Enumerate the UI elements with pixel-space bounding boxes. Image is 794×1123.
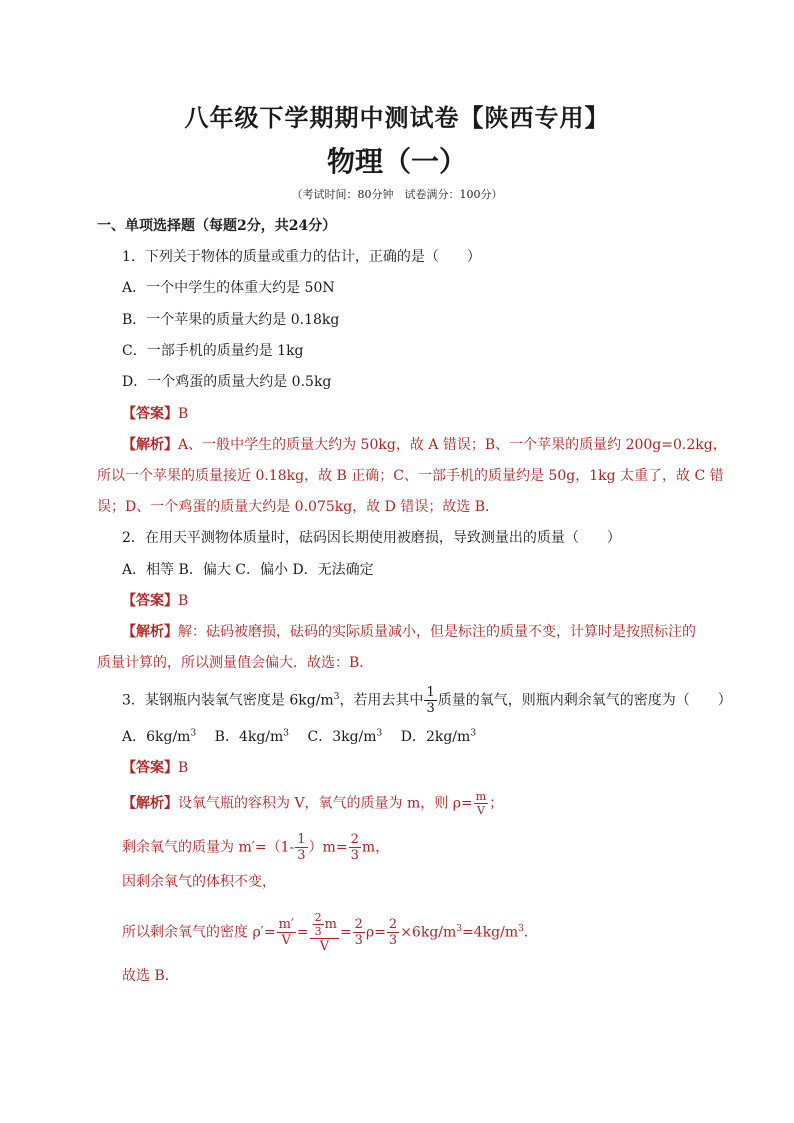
q3-analysis-line-3: 因剩余氧气的体积不变，: [122, 874, 276, 890]
answer-label: 【答案】: [122, 406, 178, 422]
q1-analysis-line-2: 所以一个苹果的质量接近 0.18kg，故 B 正确；C、一部手机的质量约是 50g，1kg 太重了，故 C 错: [97, 468, 724, 484]
q1-option-a: A．一个中学生的体重大约是 50N: [122, 280, 335, 296]
answer-value: B: [178, 406, 189, 422]
answer-value: B: [178, 760, 189, 776]
answer-value: B: [178, 593, 189, 609]
analysis-label: 【解析】: [122, 624, 178, 640]
q3-analysis-line-1: 【解析】设氧气瓶的容积为 V，氧气的质量为 m，则 ρ= $\frac{m}{V}$ ；: [122, 790, 504, 817]
fraction-m-over-v: $\frac{m}{V}$: [475, 790, 487, 817]
q1-option-d: D．一个鸡蛋的质量大约是 0.5kg: [122, 374, 332, 390]
q3-stem: 3．某钢瓶内装氧气密度是 $6kg/m^3$，若用去其中 $\frac{1}{3}$ 质量的氧气，则瓶内剩余氧气的密度为（ ）: [122, 685, 732, 716]
q2-analysis-line-1: 【解析】解：砝码被磨损，砝码的实际质量减小，但是标注的质量不变，计算时是按照标注的: [122, 624, 696, 640]
q3-conclusion: 故选 B．: [122, 968, 179, 984]
analysis-label: 【解析】: [122, 437, 178, 453]
exam-info: （考试时间：80分钟 试卷满分：100分）: [291, 188, 503, 201]
q3-options: A．$6kg/m^3$ B．$4kg/m^3$ C．$3kg/m^3$ D．$2kg/m^3$: [122, 728, 477, 745]
q1-analysis-line-1: 【解析】A、一般中学生的质量大约为 50kg，故 A 错误；B、一个苹果的质量约 200g=0.2kg，: [122, 437, 727, 453]
q1-option-b: B．一个苹果的质量大约是 0.18kg: [122, 312, 340, 328]
q2-stem: 2．在用天平测物体质量时，砝码因长期使用被磨损，导致测量出的质量（ ）: [122, 530, 621, 546]
q1-analysis-line-3: 误；D、一个鸡蛋的质量大约是 0.075kg，故 D 错误；故选 B．: [97, 499, 500, 515]
section-heading: 一、单项选择题（每题2分，共24分）: [97, 218, 337, 234]
q3-analysis-line-4: 所以剩余氧气的密度 ρ′= $\frac{m'}{V}$ = $\frac{2}{3}$ m V = $\frac{2}{3}$ ρ= $\frac{2}{3}$ $\times 6kg/m^3=4kg/m^3$．: [122, 911, 538, 954]
answer-label: 【答案】: [122, 760, 178, 776]
exam-subject: 物理（一）: [326, 145, 467, 178]
exam-title: 八年级下学期期中测试卷【陕西专用】: [184, 104, 610, 132]
q2-answer: [122, 591, 188, 611]
q3-analysis-line-2: 剩余氧气的质量为 m′=（1- $\frac{1}{3}$ ）m= $\frac{2}{3}$ m，: [122, 832, 390, 863]
analysis-label: 【解析】: [122, 795, 178, 812]
q2-options: A．相等 B．偏大 C．偏小 D．无法确定: [122, 562, 374, 578]
fraction-one-third: $\frac{1}{3}$: [426, 685, 435, 716]
q1-answer: [122, 404, 188, 424]
q1-option-c: C．一部手机的质量约是 1kg: [122, 343, 304, 359]
q2-analysis-line-2: 质量计算的，所以测量值会偏大．故选：B．: [97, 655, 374, 671]
compound-fraction: $\frac{2}{3}$ m V: [310, 912, 339, 953]
q1-stem: 1．下列关于物体的质量或重力的估计，正确的是（ ）: [122, 249, 481, 265]
answer-label: 【答案】: [122, 593, 178, 609]
q3-answer: [122, 758, 188, 778]
